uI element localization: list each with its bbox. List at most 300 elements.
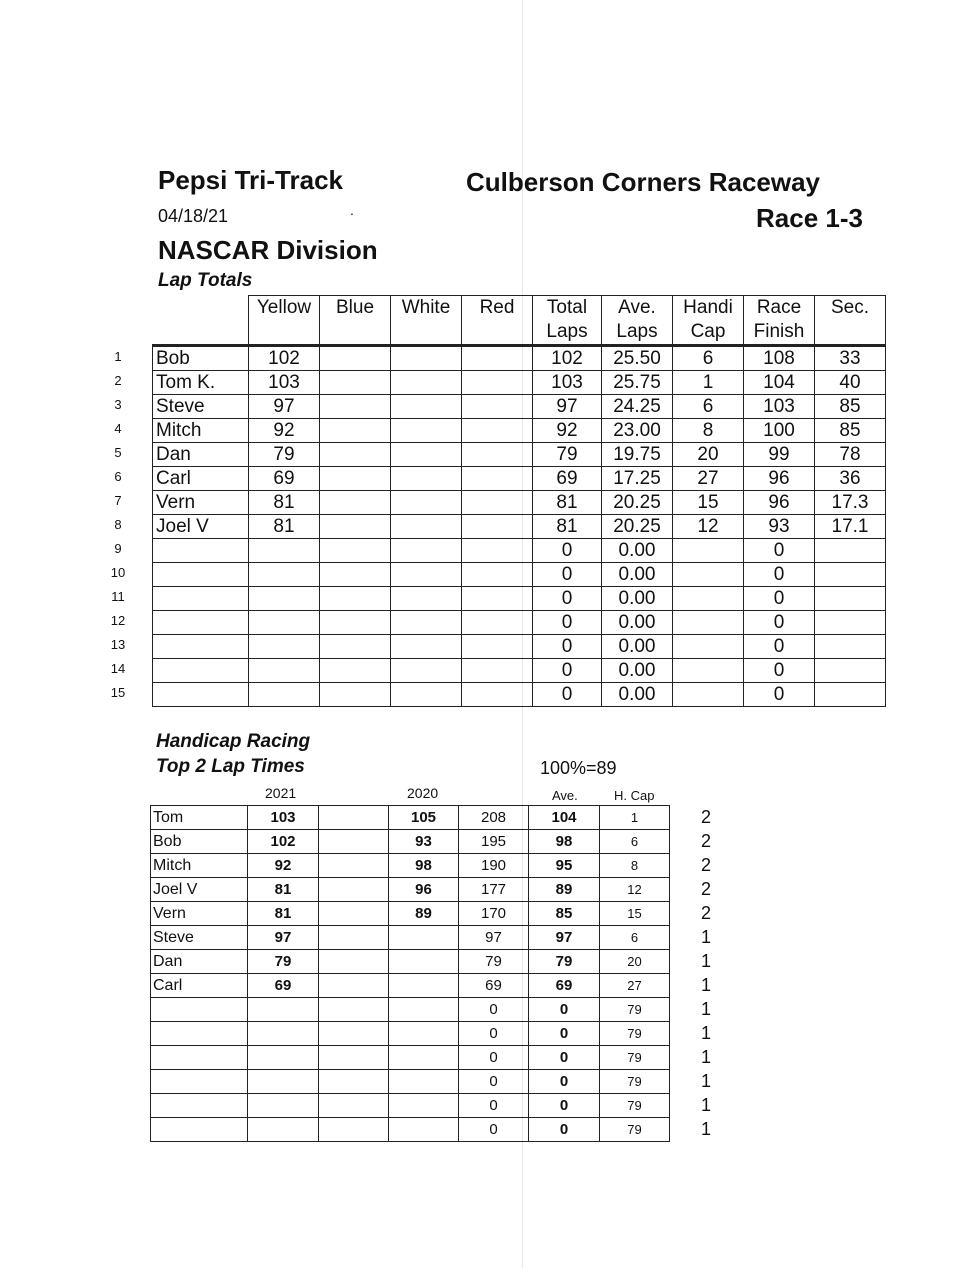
handicap-cell: [248, 1046, 319, 1070]
lap-cell: [320, 611, 391, 635]
column-header-line1: Total: [546, 297, 588, 318]
table-row: [153, 419, 886, 443]
heat-count: 1: [700, 1095, 711, 1115]
driver-name-cell: Carl: [151, 974, 248, 998]
lap-cell: 103: [744, 395, 815, 419]
lap-cell: [673, 539, 744, 563]
handicap-subtitle: Top 2 Lap Times: [156, 756, 305, 777]
handicap-cell: 190: [459, 854, 529, 878]
heat-count-column: [694, 805, 718, 1141]
column-header-line1: Blue: [335, 297, 375, 318]
table-row: [153, 539, 886, 563]
table-row: [151, 1022, 670, 1046]
handicap-cell: [389, 1094, 459, 1118]
driver-name-cell: [153, 539, 249, 563]
handicap-cell: 6: [600, 830, 670, 854]
percent-note: 100%=89: [540, 758, 617, 778]
driver-name-cell: Vern: [153, 491, 249, 515]
row-number: 4: [114, 421, 122, 436]
handicap-cell: 69: [248, 974, 319, 998]
driver-name-cell: Dan: [153, 443, 249, 467]
column-header-line1: Race: [756, 297, 802, 318]
row-number: 1: [114, 349, 122, 364]
lap-cell: [320, 563, 391, 587]
lap-cell: [462, 611, 533, 635]
lap-cell: 0.00: [602, 635, 673, 659]
heat-count: 1: [700, 951, 711, 971]
column-header-line2: Laps: [546, 321, 588, 342]
lap-totals-table: [152, 295, 886, 707]
lap-cell: [815, 611, 886, 635]
lap-cell: [462, 587, 533, 611]
lap-cell: 85: [815, 395, 886, 419]
row-number: 3: [114, 397, 122, 412]
lap-cell: [462, 659, 533, 683]
driver-name-cell: Mitch: [153, 419, 249, 443]
header-blank-cell: [153, 296, 249, 346]
lap-cell: [391, 491, 462, 515]
lap-cell: [249, 659, 320, 683]
column-header-line1: Ave.: [618, 297, 656, 318]
handicap-cell: 97: [529, 926, 600, 950]
handicap-cell: 102: [248, 830, 319, 854]
lap-cell: [391, 443, 462, 467]
column-header: [391, 296, 462, 346]
lap-cell: [673, 659, 744, 683]
lap-cell: 6: [673, 395, 744, 419]
heat-count: 1: [700, 1047, 711, 1067]
handicap-cell: 95: [529, 854, 600, 878]
table-row: [151, 926, 670, 950]
heat-count: 1: [700, 1023, 711, 1043]
lap-cell: 79: [249, 443, 320, 467]
lap-cell: 0: [744, 611, 815, 635]
lap-cell: [391, 515, 462, 539]
lap-cell: [815, 539, 886, 563]
lap-cell: [462, 346, 533, 371]
lap-cell: [320, 467, 391, 491]
lap-cell: 97: [249, 395, 320, 419]
handicap-cell: 89: [389, 902, 459, 926]
lap-cell: 6: [673, 346, 744, 371]
lap-cell: [673, 611, 744, 635]
series-title: Pepsi Tri-Track: [158, 165, 343, 195]
lap-cell: 0.00: [602, 683, 673, 707]
column-header: [815, 296, 886, 346]
row-number: 11: [111, 589, 125, 604]
lap-cell: [391, 467, 462, 491]
lap-cell: 99: [744, 443, 815, 467]
handicap-cell: [319, 998, 389, 1022]
driver-name-cell: [151, 1094, 248, 1118]
handicap-cell: 0: [529, 1118, 600, 1142]
lap-cell: 0: [533, 563, 602, 587]
lap-cell: 20: [673, 443, 744, 467]
row-number: 6: [114, 469, 122, 484]
table-row: [151, 854, 670, 878]
handicap-cell: 0: [529, 1094, 600, 1118]
lap-cell: 100: [744, 419, 815, 443]
handicap-cell: 98: [529, 830, 600, 854]
handicap-cell: [319, 950, 389, 974]
lap-cell: 0: [533, 539, 602, 563]
driver-name-cell: Joel V: [153, 515, 249, 539]
lap-cell: [391, 346, 462, 371]
handicap-cell: 0: [529, 1070, 600, 1094]
handicap-cell: [248, 998, 319, 1022]
lap-cell: [462, 515, 533, 539]
handicap-cell: [248, 1070, 319, 1094]
lap-cell: [391, 587, 462, 611]
division-title: NASCAR Division: [158, 235, 378, 265]
column-header: [320, 296, 391, 346]
handicap-cell: 0: [459, 998, 529, 1022]
header-ave: Ave.: [552, 788, 578, 803]
lap-cell: [462, 539, 533, 563]
driver-name-cell: Steve: [153, 395, 249, 419]
handicap-cell: 20: [600, 950, 670, 974]
driver-name-cell: Tom: [151, 806, 248, 830]
lap-cell: [462, 563, 533, 587]
table-row: [153, 395, 886, 419]
table-row: [151, 806, 670, 830]
column-header: [602, 296, 673, 346]
lap-cell: 40: [815, 371, 886, 395]
lap-cell: [320, 539, 391, 563]
lap-cell: [249, 683, 320, 707]
handicap-cell: 69: [459, 974, 529, 998]
lap-cell: [391, 659, 462, 683]
lap-cell: [462, 371, 533, 395]
heat-count: 1: [700, 1119, 711, 1139]
handicap-cell: [319, 926, 389, 950]
handicap-table: [150, 805, 670, 1142]
lap-cell: [391, 419, 462, 443]
lap-cell: [320, 371, 391, 395]
column-header-line2: Finish: [753, 321, 805, 342]
handicap-cell: 12: [600, 878, 670, 902]
handicap-cell: 81: [248, 878, 319, 902]
table-row: [151, 830, 670, 854]
lap-cell: 17.25: [602, 467, 673, 491]
lap-cell: [249, 587, 320, 611]
lap-cell: 0.00: [602, 659, 673, 683]
row-number: 14: [110, 661, 126, 676]
lap-cell: 103: [249, 371, 320, 395]
lap-cell: [249, 611, 320, 635]
lap-cell: 104: [744, 371, 815, 395]
column-header-line2: Laps: [616, 321, 658, 342]
row-number: 10: [110, 565, 126, 580]
handicap-cell: [319, 1118, 389, 1142]
lap-cell: 0.00: [602, 587, 673, 611]
lap-cell: 0.00: [602, 539, 673, 563]
heat-count: 2: [700, 855, 711, 875]
lap-cell: 0: [744, 587, 815, 611]
lap-cell: 96: [744, 491, 815, 515]
handicap-cell: [319, 806, 389, 830]
handicap-cell: 0: [459, 1046, 529, 1070]
heat-count: 2: [700, 831, 711, 851]
handicap-title: Handicap Racing: [156, 731, 311, 752]
handicap-cell: 170: [459, 902, 529, 926]
handicap-cell: 98: [389, 854, 459, 878]
driver-name-cell: Tom K.: [153, 371, 249, 395]
lap-cell: 0: [533, 611, 602, 635]
handicap-cell: 85: [529, 902, 600, 926]
lap-cell: 97: [533, 395, 602, 419]
handicap-cell: 1: [600, 806, 670, 830]
handicap-cell: 0: [459, 1070, 529, 1094]
driver-name-cell: [151, 1070, 248, 1094]
handicap-cell: [389, 1118, 459, 1142]
handicap-cell: 105: [389, 806, 459, 830]
lap-cell: 92: [249, 419, 320, 443]
lap-cell: 96: [744, 467, 815, 491]
lap-cell: 103: [533, 371, 602, 395]
heat-count: 2: [700, 879, 711, 899]
table-row: [153, 346, 886, 371]
lap-cell: 0: [744, 683, 815, 707]
table-row: [153, 587, 886, 611]
table-row: [151, 1094, 670, 1118]
handicap-cell: [389, 950, 459, 974]
column-header: [462, 296, 533, 346]
table-row: [151, 974, 670, 998]
driver-name-cell: [153, 659, 249, 683]
lap-cell: [320, 587, 391, 611]
driver-name-cell: Carl: [153, 467, 249, 491]
lap-cell: [815, 635, 886, 659]
column-header: [249, 296, 320, 346]
lap-cell: [673, 683, 744, 707]
row-number: 5: [114, 445, 122, 460]
lap-cell: 27: [673, 467, 744, 491]
heat-count: 2: [700, 903, 711, 923]
table-row: [153, 563, 886, 587]
lap-cell: 17.3: [815, 491, 886, 515]
lap-cell: [320, 635, 391, 659]
table-row: [153, 683, 886, 707]
lap-cell: [320, 419, 391, 443]
handicap-cell: 0: [529, 1046, 600, 1070]
handicap-cell: 79: [600, 1046, 670, 1070]
handicap-cell: [319, 878, 389, 902]
lap-cell: 15: [673, 491, 744, 515]
lap-table-header-row: [153, 296, 886, 346]
handicap-cell: 15: [600, 902, 670, 926]
lap-cell: [462, 467, 533, 491]
lap-cell: [249, 539, 320, 563]
driver-name-cell: Vern: [151, 902, 248, 926]
lap-cell: [320, 491, 391, 515]
lap-cell: [673, 587, 744, 611]
column-header-line1: Handi: [683, 297, 733, 318]
table-row: [153, 515, 886, 539]
handicap-cell: [389, 926, 459, 950]
table-row: [153, 659, 886, 683]
driver-name-cell: [153, 587, 249, 611]
handicap-cell: 79: [600, 1070, 670, 1094]
lap-cell: [391, 563, 462, 587]
lap-cell: 23.00: [602, 419, 673, 443]
lap-cell: [462, 443, 533, 467]
handicap-cell: 0: [529, 998, 600, 1022]
lap-cell: [320, 683, 391, 707]
lap-cell: 0: [533, 659, 602, 683]
row-number: 12: [110, 613, 126, 628]
handicap-cell: 97: [459, 926, 529, 950]
table-row: [151, 998, 670, 1022]
handicap-cell: [248, 1022, 319, 1046]
lap-cell: 69: [249, 467, 320, 491]
handicap-cell: 79: [600, 1022, 670, 1046]
handicap-cell: 208: [459, 806, 529, 830]
heat-count: 2: [700, 807, 711, 827]
table-row: [153, 443, 886, 467]
lap-cell: 78: [815, 443, 886, 467]
lap-cell: 0: [744, 563, 815, 587]
handicap-cell: [319, 1046, 389, 1070]
lap-cell: [320, 659, 391, 683]
header-hcap: H. Cap: [614, 788, 655, 803]
handicap-cell: 0: [459, 1118, 529, 1142]
lap-cell: 36: [815, 467, 886, 491]
handicap-cell: [389, 1046, 459, 1070]
lap-cell: 79: [533, 443, 602, 467]
driver-name-cell: [153, 635, 249, 659]
handicap-cell: 8: [600, 854, 670, 878]
handicap-cell: 69: [529, 974, 600, 998]
lap-cell: 33: [815, 346, 886, 371]
lap-cell: [815, 587, 886, 611]
lap-cell: [320, 346, 391, 371]
lap-cell: [320, 515, 391, 539]
lap-cell: 81: [533, 515, 602, 539]
handicap-cell: 79: [600, 1118, 670, 1142]
lap-cell: 1: [673, 371, 744, 395]
handicap-cell: 0: [459, 1022, 529, 1046]
lap-cell: 81: [249, 491, 320, 515]
handicap-cell: 79: [529, 950, 600, 974]
lap-cell: [815, 563, 886, 587]
driver-name-cell: Bob: [153, 346, 249, 371]
handicap-cell: [389, 998, 459, 1022]
lap-cell: [391, 611, 462, 635]
lap-cell: 0: [744, 659, 815, 683]
lap-cell: 19.75: [602, 443, 673, 467]
table-row: [151, 950, 670, 974]
handicap-cell: [248, 1118, 319, 1142]
lap-cell: [673, 635, 744, 659]
handicap-cell: [319, 974, 389, 998]
lap-cell: [391, 683, 462, 707]
lap-cell: [320, 395, 391, 419]
handicap-cell: [389, 974, 459, 998]
handicap-cell: 103: [248, 806, 319, 830]
handicap-cell: 104: [529, 806, 600, 830]
handicap-cell: 81: [248, 902, 319, 926]
table-row: [151, 902, 670, 926]
table-row: [153, 611, 886, 635]
handicap-cell: [248, 1094, 319, 1118]
lap-cell: [673, 563, 744, 587]
lap-cell: 20.25: [602, 515, 673, 539]
column-header: [673, 296, 744, 346]
driver-name-cell: [151, 1118, 248, 1142]
driver-name-cell: Mitch: [151, 854, 248, 878]
lap-cell: [391, 371, 462, 395]
handicap-cell: 0: [529, 1022, 600, 1046]
driver-name-cell: Dan: [151, 950, 248, 974]
handicap-cell: 96: [389, 878, 459, 902]
lap-cell: 69: [533, 467, 602, 491]
lap-cell: 24.25: [602, 395, 673, 419]
driver-name-cell: [153, 611, 249, 635]
stray-mark: .: [350, 202, 354, 218]
heat-count: 1: [700, 927, 711, 947]
lap-cell: 0: [533, 587, 602, 611]
table-row: [153, 635, 886, 659]
lap-cell: [391, 635, 462, 659]
table-row: [151, 1070, 670, 1094]
race-date: 04/18/21: [158, 206, 229, 226]
lap-cell: [320, 443, 391, 467]
row-number: 2: [114, 373, 122, 388]
handicap-cell: [319, 854, 389, 878]
handicap-cell: [319, 1094, 389, 1118]
lap-cell: 25.75: [602, 371, 673, 395]
handicap-cell: 93: [389, 830, 459, 854]
driver-name-cell: [151, 1046, 248, 1070]
driver-name-cell: Joel V: [151, 878, 248, 902]
driver-name-cell: [151, 998, 248, 1022]
row-number: 13: [110, 637, 126, 652]
handicap-cell: 79: [600, 1094, 670, 1118]
row-number-column: [100, 345, 136, 705]
handicap-cell: 0: [459, 1094, 529, 1118]
handicap-cell: 79: [459, 950, 529, 974]
header-2021: 2021: [265, 785, 297, 801]
lap-cell: 0: [533, 683, 602, 707]
driver-name-cell: [153, 683, 249, 707]
lap-cell: [462, 395, 533, 419]
handicap-cell: 79: [248, 950, 319, 974]
driver-name-cell: [151, 1022, 248, 1046]
lap-cell: 0: [744, 539, 815, 563]
lap-cell: 81: [533, 491, 602, 515]
lap-cell: 102: [249, 346, 320, 371]
lap-cell: [462, 491, 533, 515]
track-title: Culberson Corners Raceway: [466, 167, 821, 197]
lap-cell: [391, 539, 462, 563]
handicap-cell: [389, 1070, 459, 1094]
lap-cell: [249, 563, 320, 587]
heat-count: 1: [700, 999, 711, 1019]
lap-cell: 0.00: [602, 563, 673, 587]
handicap-cell: 97: [248, 926, 319, 950]
row-number: 15: [110, 685, 126, 700]
lap-cell: 8: [673, 419, 744, 443]
row-number: 7: [114, 493, 122, 508]
header-2020: 2020: [407, 785, 439, 801]
lap-cell: 17.1: [815, 515, 886, 539]
lap-cell: 92: [533, 419, 602, 443]
handicap-cell: [389, 1022, 459, 1046]
lap-cell: 102: [533, 346, 602, 371]
lap-cell: 0: [533, 635, 602, 659]
lap-cell: 12: [673, 515, 744, 539]
